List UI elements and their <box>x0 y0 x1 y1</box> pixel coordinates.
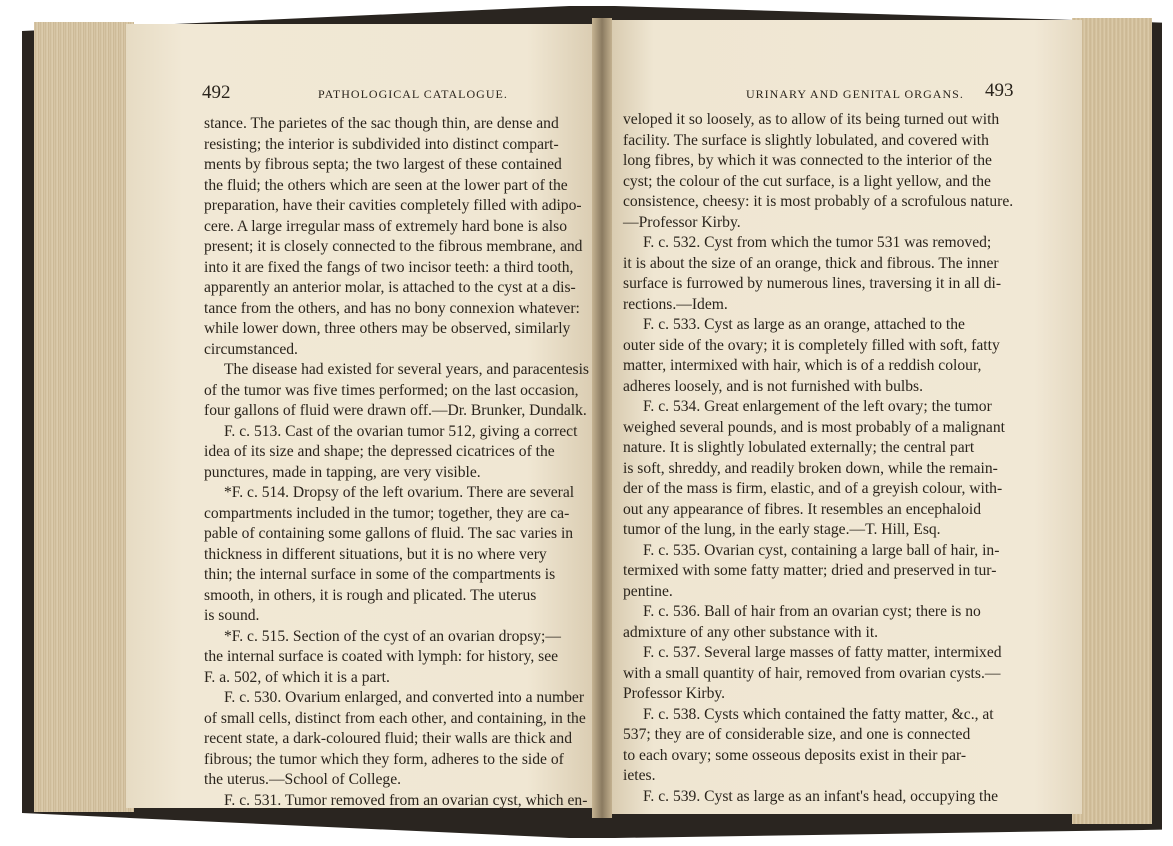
text-line: while lower down, three others may be observed, similarly <box>204 320 571 337</box>
text-line: the internal surface is coated with lymph: for history, see <box>204 648 559 665</box>
text-line: resisting; the interior is subdivided into distinct compart- <box>204 135 559 153</box>
text-line: nature. It is slightly lobulated externally; the central part <box>623 439 975 456</box>
text-line: F. c. 530. Ovarium enlarged, and converted into a number <box>224 689 585 706</box>
text-line: with a small quantity of hair, removed from ovarian cysts.— <box>623 664 1001 682</box>
right-running-head: URINARY AND GENITAL ORGANS. <box>746 87 964 101</box>
text-line: the fluid; the others which are seen at the lower part of the <box>204 176 568 194</box>
text-line: veloped it so loosely, as to allow of its being turned out with <box>623 111 1000 128</box>
right-page-edges <box>1072 18 1152 824</box>
text-line: *F. c. 515. Section of the cyst of an ovarian dropsy;— <box>224 627 561 645</box>
text-line: of the tumor was five times performed; on the last occasion, <box>204 381 579 399</box>
text-line: stance. The parietes of the sac though thin, are dense and <box>204 115 559 132</box>
text-line: der of the mass is firm, elastic, and of a greyish colour, with- <box>623 480 1003 497</box>
text-line: out any appearance of fibres. It resembles an encephaloid <box>623 500 982 518</box>
text-line: cere. A large irregular mass of extremely hard bone is also <box>204 217 568 235</box>
text-line: recent state, a dark-coloured fluid; their walls are thick and <box>204 730 573 747</box>
text-line: of small cells, distinct from each other, and containing, in the <box>204 709 586 727</box>
text-line: smooth, in others, it is rough and plicated. The uterus <box>204 586 537 604</box>
text-line: ments by fibrous septa; the two largest of these contained <box>204 156 562 173</box>
text-line: is soft, shreddy, and readily broken down, while the remain- <box>623 459 998 477</box>
text-line: admixture of any other substance with it. <box>623 623 879 641</box>
right-page-number: 493 <box>985 80 1014 101</box>
text-line: thickness in different situations, but it is no where very <box>204 545 547 563</box>
left-page-text <box>204 114 589 811</box>
text-line: punctures, made in tapping, are very visible. <box>204 463 481 481</box>
text-line: preparation, have their cavities completely filled with adipo- <box>204 197 582 214</box>
text-line: F. c. 533. Cyst as large as an orange, attached to the <box>643 316 965 333</box>
left-running-head: PATHOLOGICAL CATALOGUE. <box>318 87 508 101</box>
text-line: it is about the size of an orange, thick and fibrous. The inner <box>623 254 999 272</box>
text-line: circumstanced. <box>204 340 298 358</box>
text-line: F. c. 513. Cast of the ovarian tumor 512, giving a correct <box>224 422 578 440</box>
text-line: thin; the internal surface in some of the compartments is <box>204 566 556 583</box>
text-line: weighed several pounds, and is most probably of a malignant <box>623 418 1005 436</box>
text-line: is sound. <box>204 607 260 624</box>
text-line: cyst; the colour of the cut surface, is a light yellow, and the <box>623 172 991 190</box>
text-line: F. c. 531. Tumor removed from an ovarian cyst, which en- <box>224 791 588 809</box>
text-line: apparently an anterior molar, is attached to the cyst at a dis- <box>204 279 576 296</box>
text-line: four gallons of fluid were drawn off.—Dr. Brunker, Dundalk. <box>204 402 587 419</box>
text-line: facility. The surface is slightly lobulated, and covered with <box>623 131 989 149</box>
text-line: fibrous; the tumor which they form, adheres to the side of <box>204 750 564 768</box>
book-gutter <box>592 18 612 818</box>
text-line: rections.—Idem. <box>623 295 728 313</box>
text-line: F. a. 502, of which it is a part. <box>204 668 390 686</box>
text-line: the uterus.—School of College. <box>204 771 402 788</box>
text-line: matter, intermixed with hair, which is of a reddish colour, <box>623 357 982 374</box>
text-line: long fibres, by which it was connected to the interior of the <box>623 152 992 169</box>
text-line: outer side of the ovary; it is completely filled with soft, fatty <box>623 336 1000 354</box>
text-line: F. c. 532. Cyst from which the tumor 531 was removed; <box>643 234 992 251</box>
text-line: Professor Kirby. <box>623 685 726 702</box>
text-line: *F. c. 514. Dropsy of the left ovarium. There are several <box>224 484 575 501</box>
text-line: tumor of the lung, in the early stage.—T. Hill, Esq. <box>623 521 941 538</box>
text-line: present; it is closely connected to the fibrous membrane, and <box>204 238 583 255</box>
text-line: F. c. 539. Cyst as large as an infant's head, occupying the <box>643 787 999 805</box>
text-line: surface is furrowed by numerous lines, traversing it in all di- <box>623 275 1002 292</box>
text-line: 537; they are of considerable size, and one is connected <box>623 726 971 743</box>
text-line: to each ovary; some osseous deposits exist in their par- <box>623 746 967 764</box>
text-line: F. c. 536. Ball of hair from an ovarian cyst; there is no <box>643 603 981 620</box>
text-line: into it are fixed the fangs of two incisor teeth: a third tooth, <box>204 258 574 276</box>
text-line: F. c. 537. Several large masses of fatty matter, intermixed <box>643 644 1002 661</box>
text-line: pentine. <box>623 582 673 600</box>
text-line: compartments included in the tumor; together, they are ca- <box>204 504 570 522</box>
text-line: The disease had existed for several years, and paracentesis <box>224 361 589 378</box>
text-line: adheres loosely, and is not furnished with bulbs. <box>623 377 923 395</box>
text-line: F. c. 538. Cysts which contained the fatty matter, &c., at <box>643 705 994 723</box>
text-line: F. c. 534. Great enlargement of the left ovary; the tumor <box>643 398 992 415</box>
left-page-number: 492 <box>202 82 231 103</box>
right-page-text <box>623 110 1023 807</box>
left-page-edges <box>34 22 134 812</box>
text-line: tance from the others, and has no bony connexion whatever: <box>204 299 580 317</box>
text-line: idea of its size and shape; the depressed cicatrices of the <box>204 443 555 460</box>
text-line: termixed with some fatty matter; dried and preserved in tur- <box>623 562 997 579</box>
text-line: ietes. <box>623 767 656 784</box>
text-line: F. c. 535. Ovarian cyst, containing a large ball of hair, in- <box>643 541 1000 559</box>
text-line: consistence, cheesy: it is most probably of a scrofulous nature. <box>623 193 1014 210</box>
text-line: pable of containing some gallons of fluid. The sac varies in <box>204 525 574 542</box>
text-line: —Professor Kirby. <box>623 213 741 231</box>
